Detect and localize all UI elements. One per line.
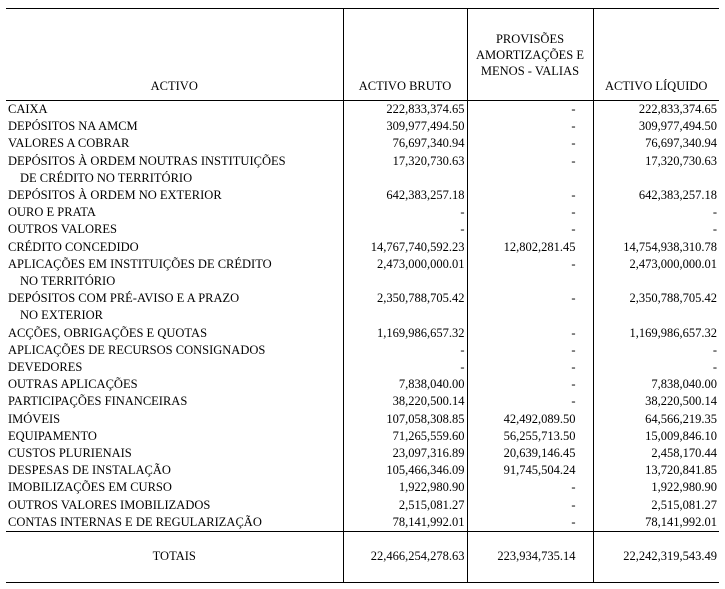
row-provisoes: -: [467, 135, 593, 152]
row-provisoes: -: [467, 514, 593, 532]
table-row: [6, 135, 719, 152]
row-activo-bruto: 1,169,986,657.32: [343, 325, 467, 342]
row-provisoes: -: [467, 153, 593, 187]
row-label-line: DEPÓSITOS NA AMCM: [8, 119, 138, 134]
row-provisoes: 91,745,504.24: [467, 462, 593, 479]
row-label-line: DESPESAS DE INSTALAÇÃO: [8, 463, 171, 478]
row-label: [6, 445, 343, 462]
row-provisoes: 12,802,281.45: [467, 239, 593, 256]
totals-label: TOTAIS: [6, 532, 343, 583]
header-activo-bruto: ACTIVO BRUTO: [343, 9, 467, 101]
row-label-line: CAIXA: [8, 102, 48, 116]
row-activo-liquido: 7,838,040.00: [651, 377, 717, 392]
row-provisoes: 42,492,089.50: [467, 411, 593, 428]
row-label: [6, 376, 343, 393]
row-activo-liquido: 17,320,730.63: [645, 153, 717, 168]
row-label-line: EQUIPAMENTO: [8, 428, 97, 443]
balance-sheet-table: [6, 8, 719, 583]
row-label-line: OUTRAS APLICAÇÕES: [8, 377, 138, 392]
row-activo-bruto: 23,097,316.89: [343, 445, 467, 462]
table-row: [6, 256, 719, 290]
row-provisoes: -: [467, 256, 593, 290]
header-activo: ACTIVO: [6, 9, 343, 101]
row-provisoes: -: [467, 101, 593, 119]
row-activo-bruto: 1,922,980.90: [343, 479, 467, 496]
row-activo-liquido: 309,977,494.50: [638, 119, 717, 134]
row-provisoes: -: [467, 342, 593, 359]
row-activo-bruto: 309,977,494.50: [343, 118, 467, 135]
row-label-line: NO TERRITÓRIO: [20, 274, 116, 289]
row-provisoes: -: [467, 325, 593, 342]
row-provisoes: -: [467, 118, 593, 135]
row-label-line: CUSTOS PLURIENAIS: [8, 446, 132, 461]
row-label-line: OUTROS VALORES: [8, 222, 117, 237]
row-label: [6, 479, 343, 496]
row-label-line: NO EXTERIOR: [20, 308, 103, 323]
row-activo-bruto: 76,697,340.94: [343, 135, 467, 152]
table-row: [6, 479, 719, 496]
row-activo-liquido: 2,473,000,000.01: [629, 256, 717, 271]
row-activo-liquido: 14,754,938,310.78: [623, 239, 717, 254]
table-row: [6, 514, 719, 532]
header-activo-liquido: ACTIVO LÍQUIDO: [593, 9, 719, 101]
row-label-line: IMÓVEIS: [8, 411, 61, 426]
totals-activo-bruto: 22,466,254,278.63: [343, 532, 467, 583]
row-label-line: DEPÓSITOS À ORDEM NO EXTERIOR: [8, 188, 222, 203]
row-label-line: CRÉDITO CONCEDIDO: [8, 239, 139, 254]
table-row: [6, 153, 719, 187]
row-label-line: IMOBILIZAÇÕES EM CURSO: [8, 480, 172, 495]
row-label: [6, 135, 343, 152]
table-row: [6, 393, 719, 410]
row-label-line: DEPÓSITOS À ORDEM NOUTRAS INSTITUIÇÕES: [8, 153, 286, 168]
row-activo-bruto: -: [343, 221, 467, 238]
table-row: [6, 497, 719, 514]
table-row: [6, 221, 719, 238]
table-row: [6, 462, 719, 479]
row-label: [6, 325, 343, 342]
row-provisoes: -: [467, 497, 593, 514]
row-provisoes: -: [467, 359, 593, 376]
table-row: [6, 411, 719, 428]
row-activo-bruto: 78,141,992.01: [343, 514, 467, 532]
row-activo-liquido: 78,141,992.01: [645, 514, 717, 529]
row-activo-bruto: 107,058,308.85: [343, 411, 467, 428]
row-provisoes: 20,639,146.45: [467, 445, 593, 462]
row-activo-liquido: 1,922,980.90: [651, 480, 717, 495]
row-label-line: APLICAÇÕES EM INSTITUIÇÕES DE CRÉDITO: [8, 256, 272, 271]
row-provisoes: -: [467, 376, 593, 393]
row-label: [6, 221, 343, 238]
row-label: [6, 514, 343, 532]
table-row: [6, 376, 719, 393]
row-activo-bruto: 7,838,040.00: [343, 376, 467, 393]
row-label-line: OURO E PRATA: [8, 205, 96, 220]
table-row: [6, 290, 719, 324]
row-label-line: PARTICIPAÇÕES FINANCEIRAS: [8, 394, 188, 409]
header-provisoes-line-2: AMORTIZAÇÕES E: [476, 47, 584, 62]
row-activo-liquido: 13,720,841.85: [645, 463, 717, 478]
row-label: [6, 290, 343, 324]
table-row: [6, 101, 719, 119]
row-label: [6, 118, 343, 135]
header-provisoes-line-3: MENOS - VALIAS: [480, 63, 580, 78]
row-activo-bruto: 14,767,740,592.23: [343, 239, 467, 256]
table-row: [6, 187, 719, 204]
table-row: [6, 359, 719, 376]
row-activo-bruto: -: [343, 204, 467, 221]
row-activo-bruto: -: [343, 359, 467, 376]
row-label: [6, 342, 343, 359]
row-activo-bruto: 105,466,346.09: [343, 462, 467, 479]
row-label-line: DEPÓSITOS COM PRÉ-AVISO E A PRAZO: [8, 291, 240, 306]
table-row: [6, 428, 719, 445]
header-provisoes-line-1: PROVISÕES: [495, 31, 565, 46]
row-activo-bruto: 17,320,730.63: [343, 153, 467, 187]
row-activo-liquido: 64,566,219.35: [645, 411, 717, 426]
row-activo-liquido: -: [712, 342, 717, 357]
row-activo-liquido: 76,697,340.94: [645, 136, 717, 151]
row-activo-liquido: 2,350,788,705.42: [629, 291, 717, 306]
row-activo-liquido: 642,383,257.18: [638, 188, 717, 203]
row-activo-liquido: -: [712, 360, 717, 375]
row-provisoes: 56,255,713.50: [467, 428, 593, 445]
row-label: [6, 153, 343, 187]
row-activo-liquido: 38,220,500.14: [645, 394, 717, 409]
totals-provisoes: 223,934,735.14: [467, 532, 593, 583]
row-provisoes: -: [467, 204, 593, 221]
table-row: [6, 445, 719, 462]
row-activo-bruto: 2,473,000,000.01: [343, 256, 467, 290]
row-label: [6, 187, 343, 204]
table-row: [6, 325, 719, 342]
row-label: [6, 101, 343, 119]
row-provisoes: -: [467, 393, 593, 410]
row-activo-bruto: 71,265,559.60: [343, 428, 467, 445]
row-label-line: VALORES A COBRAR: [8, 136, 130, 151]
row-label-line: APLICAÇÕES DE RECURSOS CONSIGNADOS: [8, 342, 266, 357]
row-activo-liquido: 2,458,170.44: [651, 446, 717, 461]
row-activo-liquido: -: [712, 205, 717, 220]
totals-row: [6, 532, 719, 583]
row-label-line: ACÇÕES, OBRIGAÇÕES E QUOTAS: [8, 325, 208, 340]
row-label: [6, 462, 343, 479]
table-row: [6, 118, 719, 135]
row-activo-bruto: 222,833,374.65: [343, 101, 467, 119]
row-activo-liquido: 222,833,374.65: [638, 102, 717, 116]
row-label: [6, 256, 343, 290]
row-label-line: DEVEDORES: [8, 360, 83, 375]
row-provisoes: -: [467, 290, 593, 324]
row-activo-bruto: 2,515,081.27: [343, 497, 467, 514]
row-label: [6, 411, 343, 428]
row-activo-bruto: 38,220,500.14: [343, 393, 467, 410]
row-activo-bruto: -: [343, 342, 467, 359]
row-label-line: CONTAS INTERNAS E DE REGULARIZAÇÃO: [8, 514, 262, 529]
header-row: [6, 9, 719, 101]
row-label: [6, 359, 343, 376]
row-label: [6, 239, 343, 256]
table-body: [6, 101, 719, 532]
row-label-line: DE CRÉDITO NO TERRITÓRIO: [20, 170, 193, 185]
header-provisoes: [467, 9, 593, 101]
row-label: [6, 428, 343, 445]
row-provisoes: -: [467, 221, 593, 238]
row-activo-liquido: -: [712, 222, 717, 237]
row-activo-bruto: 2,350,788,705.42: [343, 290, 467, 324]
row-activo-liquido: 15,009,846.10: [645, 428, 717, 443]
row-activo-bruto: 642,383,257.18: [343, 187, 467, 204]
row-provisoes: -: [467, 187, 593, 204]
row-activo-liquido: 1,169,986,657.32: [629, 325, 717, 340]
table-row: [6, 239, 719, 256]
totals-activo-liquido: 22,242,319,543.49: [593, 532, 719, 583]
row-label-line: OUTROS VALORES IMOBILIZADOS: [8, 497, 211, 512]
row-label: [6, 497, 343, 514]
row-label: [6, 204, 343, 221]
table-row: [6, 342, 719, 359]
row-provisoes: -: [467, 479, 593, 496]
table-row: [6, 204, 719, 221]
row-activo-liquido: 2,515,081.27: [651, 497, 717, 512]
row-label: [6, 393, 343, 410]
